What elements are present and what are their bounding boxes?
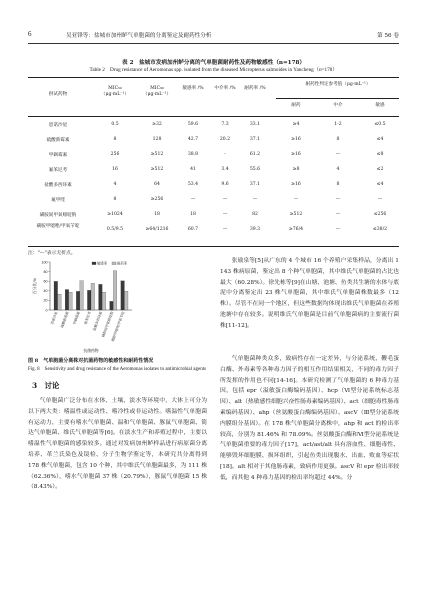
table-note: 注："—"表示无折点。 (28, 251, 76, 256)
cell-mic50: 0.5 (111, 122, 119, 127)
cell-sensitive: 53.4 (187, 182, 199, 187)
cell-drug: 氟苯尼考 (48, 168, 68, 173)
cell-bp-intermediate: — (335, 212, 341, 217)
cell-bp-sensitive: ≤4 (376, 137, 384, 142)
bar-sensitive (76, 291, 80, 310)
bar-sensitive (87, 290, 91, 310)
cell-mic90: 18 (154, 212, 160, 217)
cell-intermediate: — (222, 227, 228, 232)
cell-bp-intermediate: 4 (336, 167, 340, 172)
cell-intermediate: 7.3 (221, 122, 229, 127)
bar-sensitive (121, 281, 125, 310)
y-tick-label: 60 (43, 279, 48, 284)
cell-drug: 磺胺间甲氧嘧啶钠 (39, 213, 77, 218)
cell-drug: 盐酸多西环素 (44, 183, 72, 188)
cell-resistant: 39.3 (249, 227, 261, 232)
x-tick-label: 甲砜霉素 (72, 310, 81, 326)
cell-bp-sensitive: — (377, 197, 383, 202)
y-tick-label: 40 (43, 289, 48, 294)
right-paragraph-1: 张瑜泉等[5]从广东的 4 个城市 16 个养殖户采集样品，分离出 1 143 株病原菌，鉴定出 8 个种气单胞菌，其中维氏气单胞菌的占比也最大（60.28%）。徐先栋等[9]在山塘、池塘、鱼类共生塘的水体与底泥中分离鉴定出 23 株气单胞菌，其中维氏气单胞菌株数最多（12 株）。尽管不在同一个地区，但这些数据均体现出维氏气单胞菌在养殖池塘中存在较多。说明维氏气单胞菌是目前气单胞菌病的主要流行菌株[11-12]。 (220, 258, 399, 329)
cell-drug: 硫酸新霉素 (46, 138, 70, 143)
cell-intermediate: — (222, 197, 228, 202)
volume-label: 第 56 卷 (377, 33, 399, 39)
cell-mic50: 8 (113, 137, 117, 142)
x-tick-label: 磺胺甲噁唑/甲氧苄啶 (110, 310, 126, 343)
cell-sensitive: 18 (190, 212, 196, 217)
cell-mic90: 128 (152, 137, 162, 142)
table-header-rule (28, 116, 399, 117)
y-tick-label: 20 (43, 298, 48, 303)
bar-sensitive (110, 301, 114, 310)
cell-intermediate: 3.4 (221, 167, 229, 172)
col-header-mic90: MIC₉₀（μg·mL⁻¹） (142, 86, 172, 97)
col-header-sensitive: 敏感率 /% (182, 86, 204, 91)
cell-intermediate: — (222, 212, 228, 217)
section-heading-discussion: 3 讨论 (32, 381, 60, 390)
y-tick-label: 80 (43, 269, 48, 274)
cell-mic90: ≥512 (150, 167, 164, 172)
cell-intermediate: - (224, 152, 226, 157)
legend-swatch (112, 262, 116, 265)
cell-drug: 磺胺甲噁唑/甲氧苄啶 (36, 224, 80, 229)
cell-resistant: 55.6 (249, 167, 261, 172)
bar-resistant (91, 283, 95, 310)
legend-label: 耐药率 (117, 261, 128, 266)
cell-resistant: 37.1 (249, 137, 261, 142)
bar-resistant (58, 294, 62, 310)
cell-bp-intermediate: 8 (336, 137, 340, 142)
bar-resistant (102, 292, 106, 310)
col-header-bp-intermediate: 中介 (333, 103, 343, 108)
figure-caption-cn: 图 8 气单胞菌分离株对抗菌药物的敏感性和耐药性情况 (28, 358, 154, 364)
y-axis-label: 百分比/% (32, 277, 37, 295)
cell-drug: 氟甲喹 (51, 198, 65, 203)
col-header-intermediate: 中介率 /% (214, 86, 236, 91)
cell-bp-intermediate: — (335, 152, 341, 157)
x-tick-label: 磺胺间甲氧嘧啶钠 (101, 310, 115, 338)
cell-sensitive: — (190, 197, 196, 202)
cell-bp-sensitive: ≤4 (376, 182, 384, 187)
cell-sensitive: 38.8 (187, 152, 199, 157)
cell-mic50: 4 (113, 182, 117, 187)
col-header-resistant: 耐药率 /% (244, 86, 266, 91)
cell-bp-sensitive: ≤0.5 (374, 122, 386, 127)
cell-resistant: 82 (252, 212, 258, 217)
running-title: 吴亚锋等：盐城市加州鲈气单胞菌的分离鉴定及耐药性分析 (66, 33, 212, 39)
cell-mic90: ≥256 (150, 197, 164, 202)
cell-sensitive: 41 (190, 167, 196, 172)
cell-sensitive: 60.7 (187, 227, 199, 232)
col-header-mic50: MIC₅₀（μg·mL⁻¹） (100, 86, 130, 97)
cell-bp-resistant: — (293, 197, 299, 202)
cell-mic50: 256 (110, 152, 120, 157)
cell-mic50: 8 (113, 197, 117, 202)
x-tick-label: 恩诺沙星 (50, 310, 59, 326)
drug-resistance-table (28, 77, 399, 247)
cell-bp-sensitive: ≤256 (373, 212, 387, 217)
x-tick-label: 硫酸新霉素 (60, 310, 70, 329)
x-axis-label: 抗菌药物 (83, 348, 99, 353)
cell-mic90: ≥512 (150, 152, 164, 157)
running-header (28, 30, 399, 42)
cell-bp-sensitive: ≤8 (376, 152, 384, 157)
cell-bp-resistant: ≥16 (291, 152, 301, 157)
figure-8-bar-chart (28, 256, 204, 356)
table-caption-en: Table 2 Drug resistance of Aeromonas spp. isolated from the diseased Micropterus salmoides in Yancheng（n=178） (89, 67, 338, 73)
cell-bp-resistant: ≥16 (291, 137, 301, 142)
bar-resistant (69, 292, 73, 310)
col-header-drug: 供试药物 (48, 92, 68, 97)
cell-resistant: — (252, 197, 258, 202)
cell-intermediate: 20.2 (219, 137, 231, 142)
cell-bp-resistant: ≥76/4 (288, 227, 304, 232)
cell-intermediate: 9.6 (221, 182, 229, 187)
cell-mic90: ≥64/1216 (145, 227, 169, 232)
cell-drug: 恩诺沙星 (48, 123, 68, 128)
bar-sensitive (54, 281, 58, 310)
bar-resistant (124, 291, 128, 310)
cell-bp-resistant: ≥512 (289, 212, 303, 217)
cell-bp-resistant: ≥16 (291, 182, 301, 187)
col-header-bp-sensitive: 敏感 (375, 103, 385, 108)
cell-bp-intermediate: — (335, 227, 341, 232)
table-caption-cn: 表 2 盐城市发病加州鲈分离的气单胞菌耐药性及药物敏感性（n=178） (122, 60, 305, 66)
y-tick-label: 0 (45, 308, 48, 313)
x-tick-label: 盐酸多西环素 (92, 310, 104, 332)
y-tick-label: 100 (41, 260, 48, 265)
discussion-paragraph: 气单胞菌广泛分布在水体、土壤、淡水等环境中，大体上可分为以下两大类：嗜温性或运动性、嗜冷性或非运动性。嗜温性气单胞菌有运动力，主要有嗜水气单胞菌、温和气单胞菌、豚鼠气单胞菌、简达气单胞菌、维氏气单胞菌等[6]。在淡水生产和养殖过程中，主要以嗜温性气单胞菌的感染较多。通过对发病加州鲈样品进行病原菌分离培养、革兰氏染色及镜检、分子生物学鉴定等，本研究共分离得到 178 株气单胞菌，包含 10 个种，其中维氏气单胞菌最多，为 111 株（62.36%），嗜水气单胞菌 37 株（20.79%），豚鼠气单胞菌 15 株（8.43%）。 (28, 398, 207, 491)
legend-label: 敏感率 (97, 261, 108, 266)
cell-bp-intermediate: 1-2 (334, 122, 342, 127)
bar-sensitive (99, 284, 103, 310)
cell-bp-resistant: ≥4 (292, 122, 300, 127)
cell-mic50: ≥1024 (107, 212, 123, 217)
col-group-breakpoint: 耐药性判定参考值（μg·mL⁻¹） (305, 82, 371, 87)
cell-bp-sensitive: ≤2 (376, 167, 384, 172)
bar-sensitive (65, 290, 69, 310)
page-number: 6 (28, 30, 32, 38)
col-header-bp-resistant: 耐药 (291, 103, 301, 108)
cell-drug: 甲砜霉素 (48, 153, 68, 158)
figure-caption-en: Fig. 8 Sensitivity and drug resistance of the Aeromonas isolates to antimicrobial agents (28, 367, 207, 372)
bar-resistant (113, 271, 117, 310)
cell-sensitive: 59.6 (187, 122, 199, 127)
right-paragraph-2: 气单胞菌种类众多，致病性存在一定差异，与分泌系统、鞭毛蛋白酶、外毒素等各种毒力因子的相互作用结果相关，不同的毒力因子所发挥的作用也不同[14-16]。本研究检测了气单胞菌的 6 种毒力基因，包括 epr（溢敏蛋白酶编码基因）、hcp（Ⅵ型分泌系统标志基因）、alt（热敏感性细胞兴奋性肠毒素编码基因）、act（细胞毒性肠毒素编码基因）、ahp（丝氨酸蛋白酶编码基因）、ascV（Ⅲ型分泌系统内膜组分基因）。在 178 株气单胞菌分离株中，ahp 和 act 的检出率较高，分别为 81.46% 和 78.09%。丝氨酸蛋白酶和Ⅵ型分泌系统是气单胞菌重要的毒力因子[17]，act/ast/alt 具有溶血性、细胞毒性、能够毁坏细胞膜、损坏组织，引起鱼类出现腹水、出血、败血等症状[18]。alt 相对于其他肠毒素，致病作用更强。ascV 和 epr 检出率较低，而其他 4 种毒力基因的检出率均超过 44%。分 (220, 356, 399, 481)
cell-resistant: 33.1 (249, 122, 261, 127)
cell-resistant: 61.2 (249, 152, 261, 157)
header-rule (28, 43, 399, 44)
cell-bp-intermediate: 8 (336, 182, 340, 187)
legend-swatch (92, 262, 96, 265)
cell-mic90: 64 (154, 182, 160, 187)
breakpoint-group-rule (276, 98, 399, 99)
cell-mic50: 16 (112, 167, 118, 172)
cell-sensitive: 42.7 (187, 137, 199, 142)
cell-bp-sensitive: ≤38/2 (372, 227, 388, 232)
cell-resistant: 37.1 (249, 182, 261, 187)
cell-bp-intermediate: — (335, 197, 341, 202)
cell-mic50: 0.5/9.5 (106, 227, 124, 232)
x-tick-label: 氟苯尼考 (83, 310, 92, 326)
cell-bp-resistant: ≥8 (292, 167, 300, 172)
bar-resistant (80, 281, 84, 310)
cell-mic90: ≥32 (152, 122, 162, 127)
